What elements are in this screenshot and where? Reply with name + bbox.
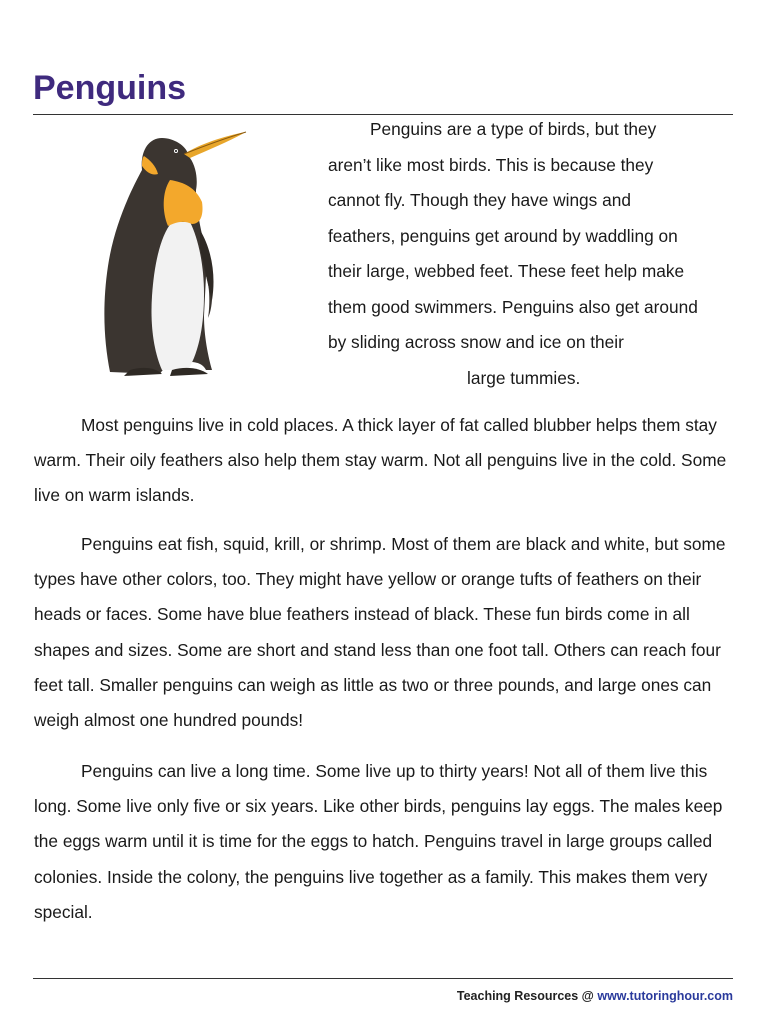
intro-line: aren’t like most birds. This is because they [328, 154, 654, 175]
intro-line: their large, webbed feet. These feet help make [328, 261, 685, 281]
intro-line: by sliding across snow and ice on their [328, 332, 624, 352]
intro-line: cannot fly. Though they have wings and [328, 190, 631, 210]
intro-paragraph [328, 112, 738, 396]
footer [457, 989, 733, 1003]
footer-label: Teaching Resources @ [456, 989, 594, 1003]
body-paragraph: Penguins can live a long time. Some live up to thirty years! Not all of them live this long. Some live only five or six years. Like other birds, penguins lay eggs. The males keep the eggs warm until it is time for the eggs to hatch. Penguins travel in large groups called colonies. Inside the colony, the penguins live together as a family. This makes them very special. [34, 761, 723, 922]
body-paragraph: Penguins eat fish, squid, krill, or shrimp. Most of them are black and white, but some types have other colors, too. They might have yellow or orange tufts of feathers on their heads or faces. Some have blue feathers instead of black. These fun birds come in all shapes and sizes. Some are short and stand less than one foot tall. Others can reach four feet tall. Smaller penguins can weigh as little as two or three pounds, and large ones can weigh almost one hundred pounds! [34, 534, 726, 731]
intro-line: feathers, penguins get around by waddling on [328, 225, 678, 246]
intro-line: Penguins are a type of birds, but they [370, 119, 657, 139]
penguin-illustration [100, 126, 250, 378]
intro-line: them good swimmers. Penguins also get around [328, 296, 698, 317]
footer-divider [33, 978, 733, 979]
intro-line: large tummies. [467, 367, 581, 388]
body-paragraph: Most penguins live in cold places. A thick layer of fat called blubber helps them stay warm. Their oily feathers also help them stay warm. Not all penguins live in the cold. Some live on warm islands. [34, 415, 727, 506]
footer-link[interactable]: www.tutoringhour.com [597, 989, 733, 1003]
page-title: Penguins [33, 69, 187, 107]
